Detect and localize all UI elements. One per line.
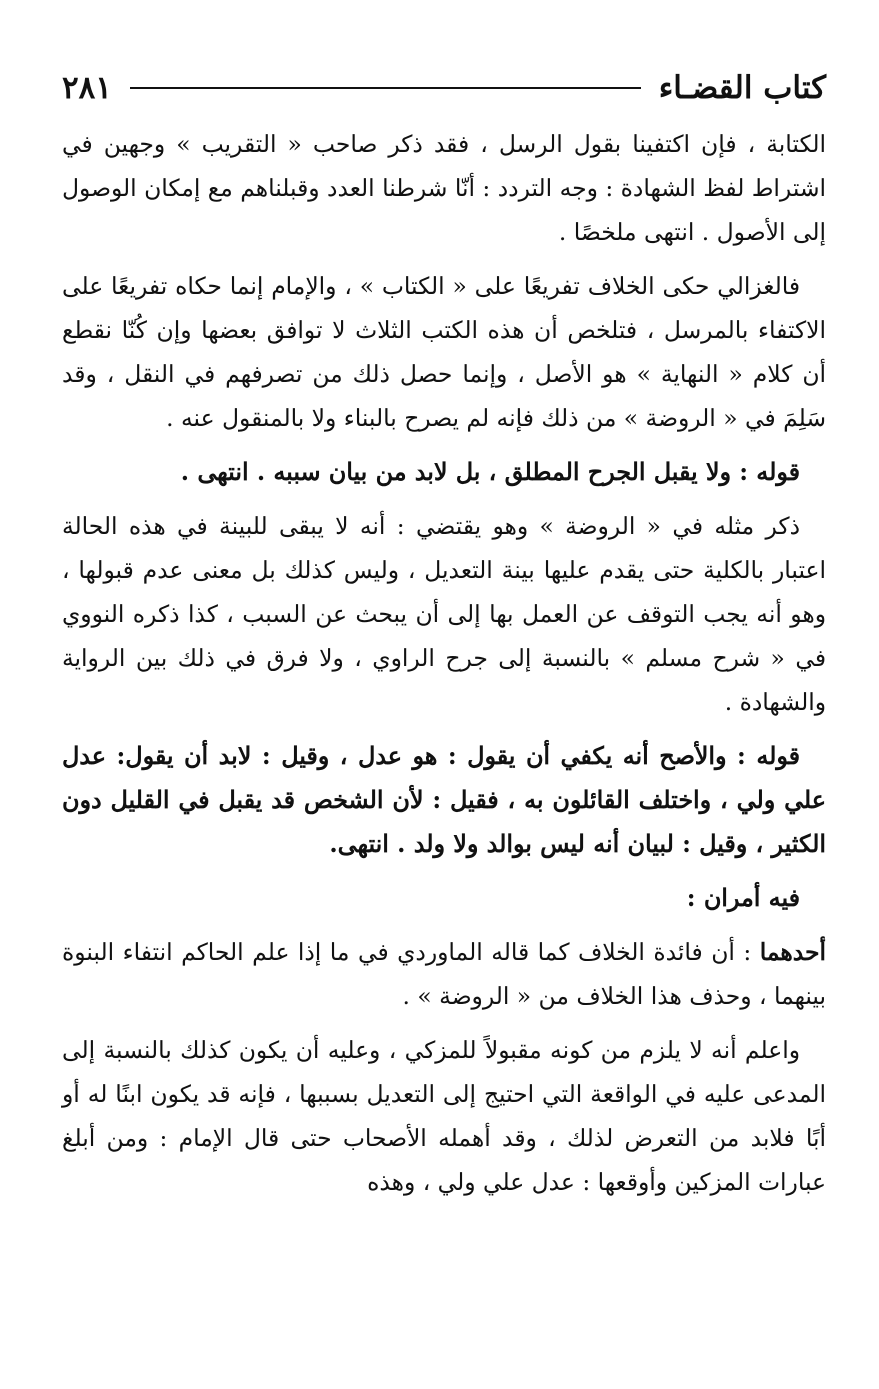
page-body	[62, 122, 826, 1214]
paragraph-5: واعلم أنه لا يلزم من كونه مقبولاً للمزكي ، وعليه أن يكون كذلك بالنسبة إلى المدعى عليه في الواقعة التي احتيج إلى التعديل بسببها ، فإنه قد يكون ابنًا له أو أبًا فلابد من التعرض لذلك ، وقد أهمله الأصحاب حتى قال الإمام : ومن أبلغ عبارات المزكين وأوقعها : عدل علي ولي ، وهذه	[62, 1036, 826, 1196]
paragraph-2: فالغزالي حكى الخلاف تفريعًا على « الكتاب » ، والإمام إنما حكاه تفريعًا على الاكتفاء بالمرسل ، فتلخص أن هذه الكتب الثلاث لا توافق بعضها وإن كُنّا نقطع أن كلام « النهاية » هو الأصل ، وإنما حصل ذلك من تصرفهم في النقل ، وقد سَلِمَ في « الروضة » من ذلك فإنه لم يصرح بالبناء ولا بالمنقول عنه .	[62, 272, 826, 432]
paragraph-3: ذكر مثله في « الروضة » وهو يقتضي : أنه لا يبقى للبينة في هذه الحالة اعتبار بالكلية حتى يقدم عليها بينة التعديل ، وليس كذلك بل معنى عدم قبولها ، وهو أنه يجب التوقف عن العمل بها إلى أن يبحث عن السبب ، كذا ذكره النووي في « شرح مسلم » بالنسبة إلى جرح الراوي ، ولا فرق في ذلك بين الرواية والشهادة .	[62, 512, 826, 716]
header-rule	[130, 87, 641, 89]
quotation-heading-2: قوله : والأصح أنه يكفي أن يقول : هو عدل ، وقيل : لابد أن يقول: عدل علي ولي ، واختلف القائلون به ، فقيل : لأن الشخص قد يقبل في القليل دون الكثير ، وقيل : لبيان أنه ليس بوالد ولا ولد . انتهى.	[62, 742, 826, 858]
paragraph-4-text: : أن فائدة الخلاف كما قاله الماوردي في ما إذا علم الحاكم انتفاء البنوة بينهما ، وحذف هذا الخلاف من « الروضة » .	[62, 938, 826, 1010]
paragraph-1: الكتابة ، فإن اكتفينا بقول الرسل ، فقد ذكر صاحب « التقريب » وجهين في اشتراط لفظ الشهادة : وجه التردد : أنّا شرطنا العدد وقبلناهم مع إمكان الوصول إلى الأصول . انتهى ملخصًا .	[62, 130, 826, 246]
quotation-heading-1: قوله : ولا يقبل الجرح المطلق ، بل لابد من بيان سببه . انتهى .	[180, 458, 800, 486]
page-header	[62, 58, 826, 118]
paragraph-lead-word: أحدهما	[759, 938, 826, 966]
page-number: ٢٨١	[62, 70, 112, 106]
running-head: كتاب القضـاء	[658, 70, 826, 106]
section-heading: فيه أمران :	[686, 884, 800, 912]
paragraph-4	[62, 930, 826, 1018]
